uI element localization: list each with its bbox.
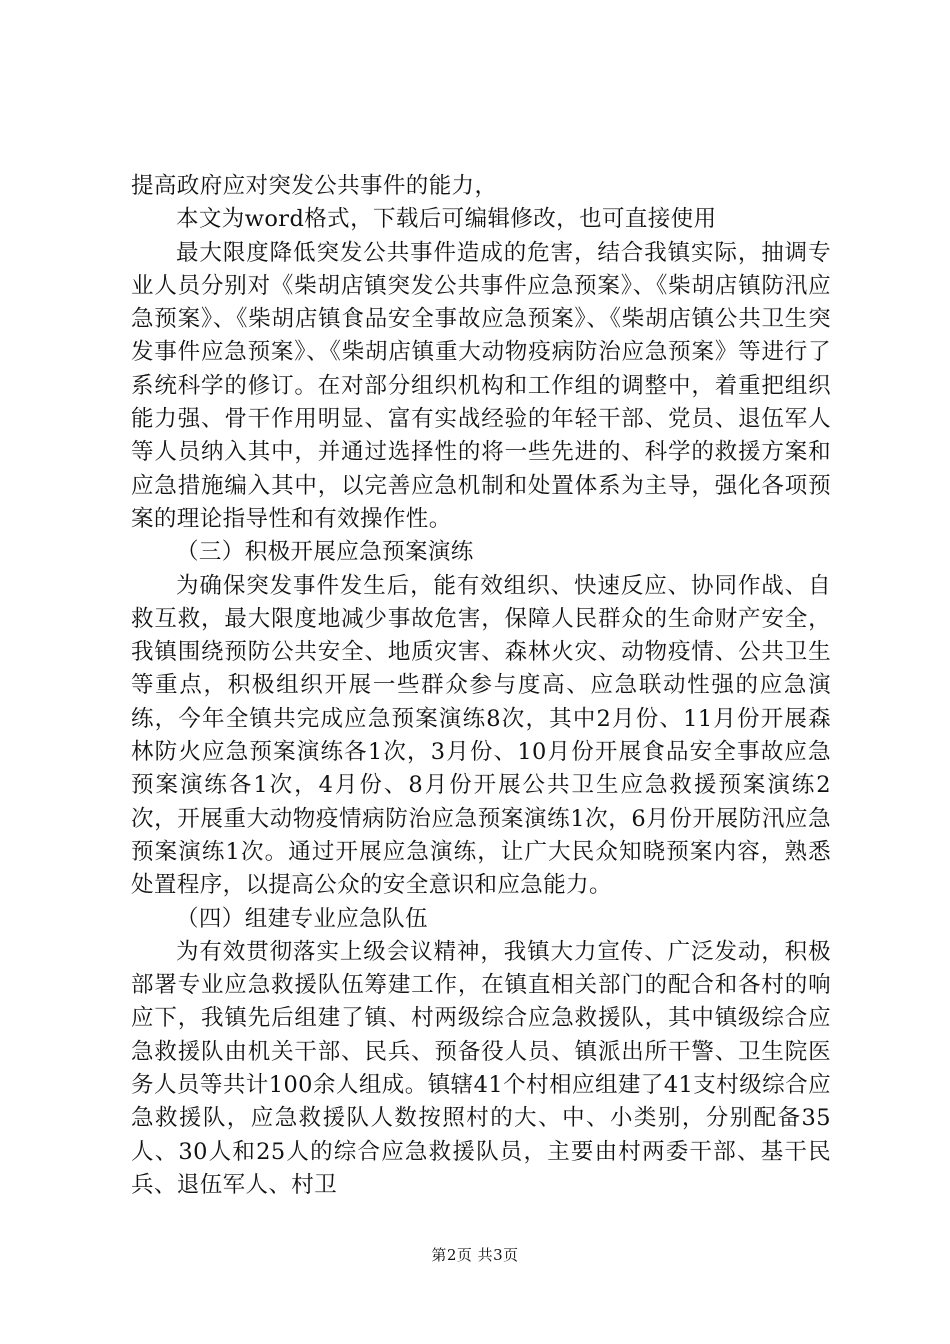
paragraph-5: 为确保突发事件发生后，能有效组织、快速反应、协同作战、自救互救，最大限度地减少事故危害，保障人民群众的生命财产安全，我镇围绕预防公共安全、地质灾害、森林火灾、动物疫情、公共卫生等重点，积极组织开展一些群众参与度高、应急联动性强的应急演练，今年全镇共完成应急预案演练8次，其中2月份、11月份开展森林防火应急预案演练各1次，3月份、10月份开展食品安全事故应急预案演练各1次，4月份、8月份开展公共卫生应急救援预案演练2次，开展重大动物疫情病防治应急预案演练1次，6月份开展防汛应急预案演练1次。通过开展应急演练，让广大民众知晓预案内容，熟悉处置程序，以提高公众的安全意识和应急能力。 xyxy=(131,572,831,899)
document-body xyxy=(131,170,831,1202)
paragraph-3: 最大限度降低突发公共事件造成的危害，结合我镇实际，抽调专业人员分别对《柴胡店镇突发公共事件应急预案》、《柴胡店镇防汛应急预案》、《柴胡店镇食品安全事故应急预案》、《柴胡店镇公共卫生突发事件应急预案》、《柴胡店镇重大动物疫病防治应急预案》等进行了系统科学的修订。在对部分组织机构和工作组的调整中，着重把组织能力强、骨干作用明显、富有实战经验的年轻干部、党员、退伍军人等人员纳入其中，并通过选择性的将一些先进的、科学的救援方案和应急措施编入其中，以完善应急机制和处置体系为主导，强化各项预案的理论指导性和有效操作性。 xyxy=(131,239,831,532)
paragraph-2: 本文为word格式，下载后可编辑修改，也可直接使用 xyxy=(176,206,717,233)
section-heading-4: （四）组建专业应急队伍 xyxy=(176,905,428,932)
paragraph-1: 提高政府应对突发公共事件的能力， xyxy=(131,173,498,199)
page-footer xyxy=(0,1245,950,1265)
page-number-label: 第2页 共3页 xyxy=(431,1246,519,1264)
paragraph-7: 为有效贯彻落实上级会议精神，我镇大力宣传、广泛发动，积极部署专业应急救援队伍筹建工作，在镇直相关部门的配合和各村的响应下，我镇先后组建了镇、村两级综合应急救援队，其中镇级综合应急救援队由机关干部、民兵、预备役人员、镇派出所干警、卫生院医务人员等共计100余人组成。镇辖41个村相应组建了41支村级综合应急救援队，应急救援队人数按照村的大、中、小类别，分别配备35人、30人和25人的综合应急救援队员，主要由村两委干部、基干民兵、退伍军人、村卫 xyxy=(131,938,831,1198)
section-heading-3: （三）积极开展应急预案演练 xyxy=(176,539,474,566)
